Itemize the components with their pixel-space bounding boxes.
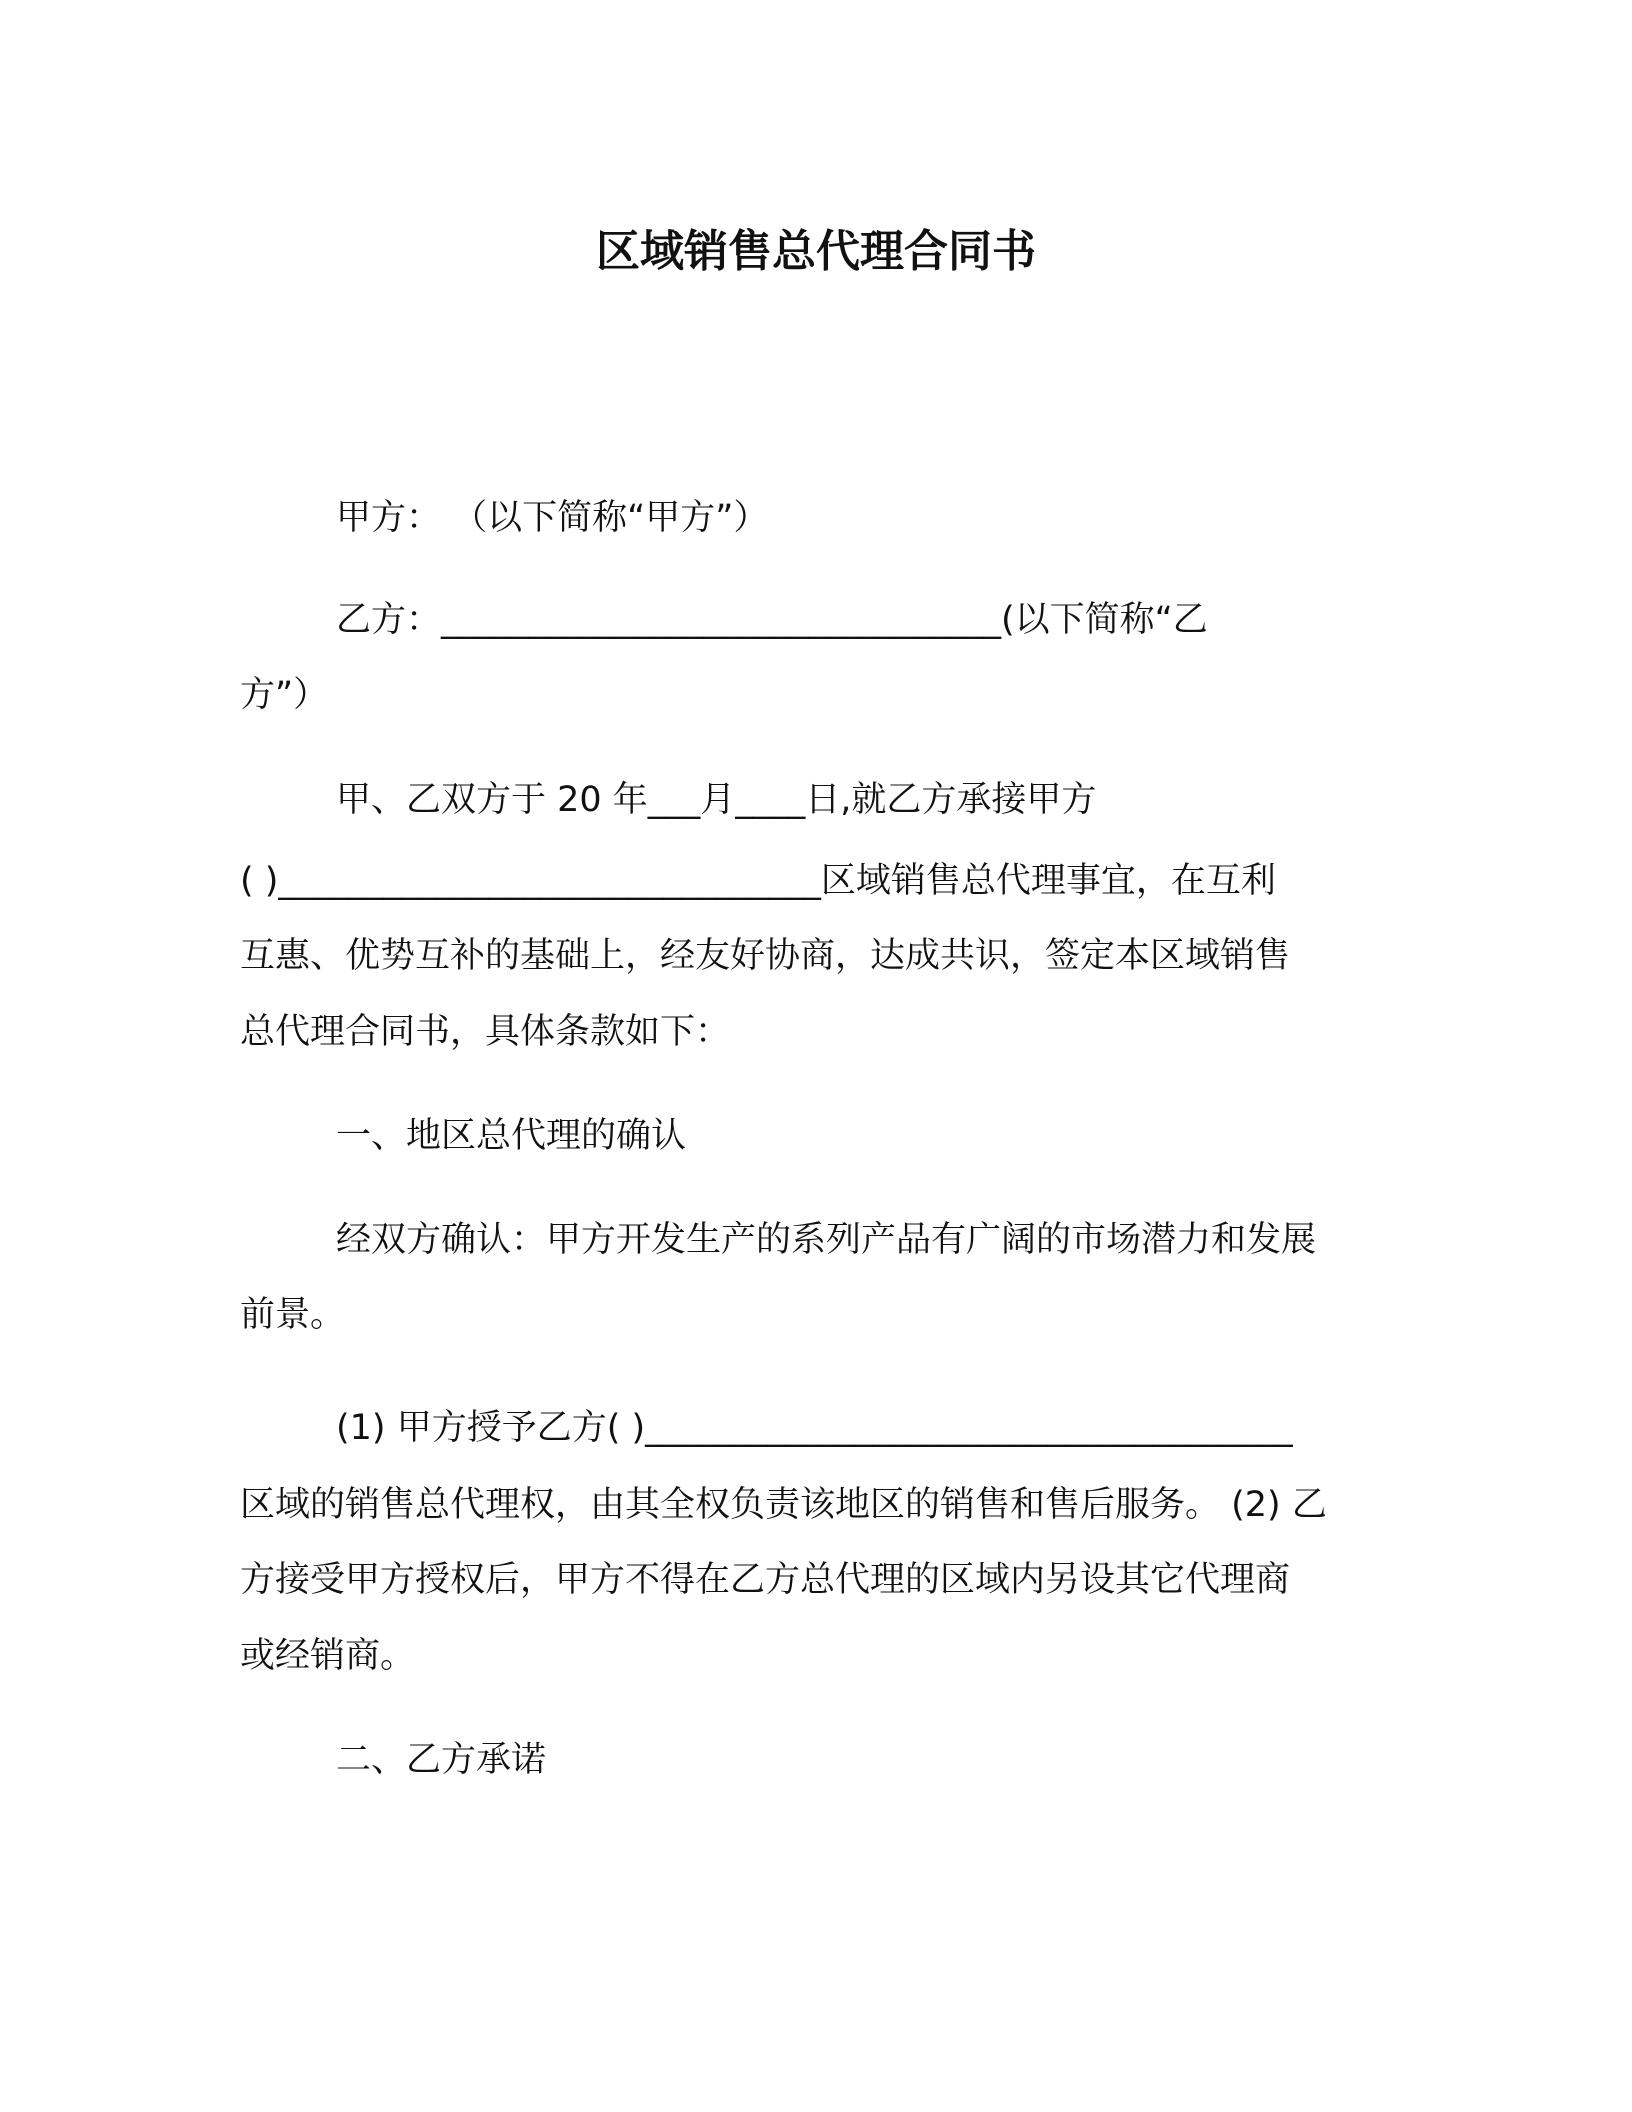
preamble-line-3: 互惠、优势互补的基础上，经友好协商，达成共识，签定本区域销售 bbox=[240, 936, 1291, 976]
preamble-line-4: 总代理合同书，具体条款如下： bbox=[240, 1012, 731, 1052]
clause-line-2: 区域的销售总代理权，由其全权负责该地区的销售和售后服务。 (2) 乙 bbox=[240, 1485, 1327, 1525]
document-title: 区域销售总代理合同书 bbox=[596, 226, 1036, 277]
clause-line-3: 方接受甲方授权后，甲方不得在乙方总代理的区域内另设其它代理商 bbox=[240, 1560, 1291, 1600]
section-one-para-line-1: 经双方确认：甲方开发生产的系列产品有广阔的市场潜力和发展 bbox=[336, 1220, 1317, 1260]
clause-line-1: (1) 甲方授予乙方( )_____________________________________ bbox=[336, 1408, 1293, 1448]
section-two-heading: 二、乙方承诺 bbox=[336, 1740, 547, 1780]
preamble-line-1: 甲、乙双方于 20 年___月____日,就乙方承接甲方 bbox=[336, 780, 1097, 820]
party-b-line-continued: 方”） bbox=[240, 675, 329, 715]
party-a-line: 甲方： （以下简称“甲方”） bbox=[336, 498, 769, 538]
section-one-para-line-2: 前景。 bbox=[240, 1295, 346, 1335]
clause-line-4: 或经销商。 bbox=[240, 1636, 416, 1676]
section-one-heading: 一、地区总代理的确认 bbox=[336, 1116, 687, 1156]
preamble-line-2: ( )_______________________________区域销售总代理事宜，在互利 bbox=[240, 861, 1276, 901]
party-b-line: 乙方：________________________________(以下简称“乙 bbox=[336, 600, 1208, 640]
